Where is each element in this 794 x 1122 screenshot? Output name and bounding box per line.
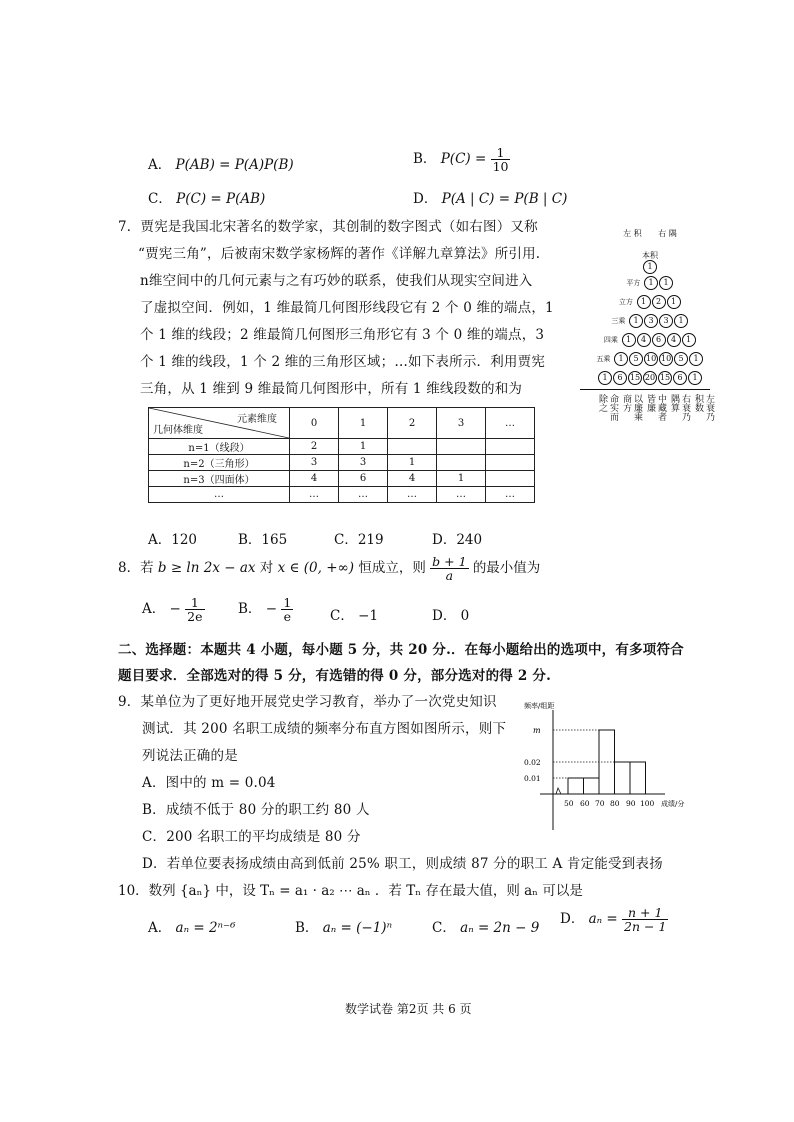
- triangle-row-3: [590, 314, 710, 328]
- option-fraction: [622, 906, 668, 933]
- triangle-label: 立方: [618, 298, 633, 306]
- xtick-label: 70: [595, 799, 605, 808]
- triangle-label: 五乘: [596, 355, 611, 363]
- table-cell: 3: [290, 455, 339, 471]
- triangle-row-1: [590, 276, 710, 290]
- q8-prefix: 8．若: [118, 560, 154, 577]
- q7-line-6: 个 1 维的线段，1 个 2 维的三角形区域；…如下表所示．利用贾宪: [140, 354, 546, 370]
- triangle-cell: 1: [667, 295, 681, 309]
- table-header-cell: 2: [388, 408, 437, 439]
- triangle-cell: 1: [659, 276, 673, 290]
- triangle-cell: 1: [682, 333, 696, 347]
- frequency-histogram: [520, 696, 700, 836]
- table-header-row: [149, 408, 535, 439]
- triangle-cell: 15: [658, 371, 672, 385]
- q7-option-c: C．219: [334, 532, 384, 548]
- table-cell: 4: [290, 471, 339, 487]
- triangle-bottom-label: 左衰乃积数: [693, 394, 714, 421]
- option-label: D．: [432, 608, 457, 624]
- q6-option-c: [148, 187, 265, 207]
- option-label: B．: [238, 601, 262, 618]
- triangle-cell: 1: [674, 314, 688, 328]
- option-fraction: [281, 596, 293, 623]
- q7-line-3: n维空间中的几何元素与之有巧妙的联系，使我们从现实空间进入: [140, 273, 533, 289]
- histogram-bar-90-100: [630, 762, 646, 794]
- q9-option-d: D．若单位要表扬成绩由高到低前 25% 职工，则成绩 87 分的职工 A 肯定能受到表扬: [142, 856, 663, 872]
- q8-option-a: [142, 596, 205, 623]
- fraction-denominator: 2e: [187, 609, 203, 625]
- triangle-cell: 1: [598, 371, 612, 385]
- table-cell: [486, 439, 535, 455]
- triangle-bottom-label: 命实而除之: [597, 394, 618, 421]
- option-sign: −: [169, 601, 181, 618]
- triangle-cell: 6: [652, 333, 666, 347]
- table-cell: 1: [437, 471, 486, 487]
- q8-mid: 对: [259, 560, 274, 577]
- q6-option-d-expr: P(A | C) = P(B | C): [441, 191, 568, 207]
- histogram-bar-80-90: [615, 762, 631, 794]
- q6-option-b: [413, 146, 510, 173]
- histogram-bar-50-60: [568, 778, 584, 794]
- table-header-cell: 0: [290, 408, 339, 439]
- q7-option-a: A．120: [148, 532, 198, 548]
- triangle-bottom-label: 以廉乘商方: [621, 394, 642, 421]
- triangle-cell: 1: [688, 371, 702, 385]
- option-text: 0: [460, 608, 470, 624]
- triangle-cell: 1: [637, 295, 651, 309]
- table-cell: 4: [388, 471, 437, 487]
- q6-option-b-expr: P(C) =: [440, 151, 487, 168]
- q6-option-d: [413, 187, 567, 207]
- histogram-xlabel: 成绩/分: [661, 800, 685, 808]
- table-cell: 1: [388, 455, 437, 471]
- table-header-cell: 3: [437, 408, 486, 439]
- table-cell: 1: [339, 439, 388, 455]
- fraction-denominator: a: [445, 568, 454, 584]
- triangle-row-2: [590, 295, 710, 309]
- triangle-cell: 1: [643, 260, 657, 274]
- triangle-cell: 6: [613, 371, 627, 385]
- section-2-heading-line-1: 二、选择题：本题共 4 小题，每小题 5 分，共 20 分.．在每小题给出的选项中，有多项符合: [118, 642, 684, 658]
- option-expr: aₙ =: [588, 911, 618, 928]
- q6-option-b-fraction: [491, 146, 511, 173]
- histogram-bars: [568, 730, 646, 794]
- table-header-cell: 1: [339, 408, 388, 439]
- table-cell: [388, 439, 437, 455]
- triangle-cell: 1: [629, 314, 643, 328]
- triangle-label: 四乘: [603, 336, 618, 344]
- table-corner-top: 元素维度: [237, 414, 277, 425]
- triangle-cell: 3: [644, 314, 658, 328]
- q8-stem: [118, 555, 540, 582]
- table-cell: …: [437, 487, 486, 503]
- table-row: [149, 455, 535, 471]
- xtick-label: 50: [564, 799, 574, 808]
- triangle-label: 本积: [642, 251, 658, 260]
- q6-option-a: [148, 153, 294, 173]
- q7-line-2: “贾宪三角”，后被南宋数学家杨辉的著作《详解九章算法》所引用.: [138, 246, 541, 262]
- triangle-cell: 4: [637, 333, 651, 347]
- q8-suffix: 的最小值为: [472, 560, 541, 577]
- page-footer: 数学试卷 第2页 共 6 页: [345, 1002, 472, 1016]
- fraction-denominator: 10: [492, 159, 509, 175]
- triangle-baseline: [580, 389, 710, 390]
- table-row: [149, 487, 535, 503]
- jiaxian-triangle: [590, 228, 714, 428]
- option-label: C．: [330, 608, 354, 624]
- q7-option-b: B．165: [238, 532, 288, 548]
- table-row: [149, 471, 535, 487]
- q10-option-a: [148, 916, 236, 936]
- q6-option-a-label: A．: [148, 157, 172, 173]
- histogram-ylabel: 频率/组距: [524, 702, 555, 710]
- q10-stem: 10．数列 {aₙ} 中，设 Tₙ = a₁ · a₂ ⋯ aₙ ．若 Tₙ 存在最大值，则 aₙ 可以是: [118, 883, 583, 899]
- q10-option-d: [560, 906, 668, 933]
- q8-condition: b ≥ ln 2x − ax: [157, 560, 256, 577]
- table-cell: …: [290, 487, 339, 503]
- table-cell: 2: [290, 439, 339, 455]
- triangle-cell: 20: [643, 371, 657, 385]
- triangle-cell: 4: [667, 333, 681, 347]
- q6-option-c-label: C．: [148, 191, 172, 207]
- triangle-row-5: [590, 352, 710, 366]
- option-text: −1: [358, 608, 379, 624]
- triangle-cell: 1: [689, 352, 703, 366]
- table-header-cell: …: [486, 408, 535, 439]
- table-corner-cell: [149, 408, 290, 439]
- option-fraction: [185, 596, 204, 623]
- table-cell: [437, 439, 486, 455]
- triangle-cell: 2: [652, 295, 666, 309]
- table-row-label: …: [149, 487, 290, 503]
- triangle-cell: 6: [673, 371, 687, 385]
- q9-line-1: 9．某单位为了更好地开展党史学习教育，举办了一次党史知识: [118, 694, 497, 710]
- triangle-cell: 1: [614, 352, 628, 366]
- triangle-cell: 3: [659, 314, 673, 328]
- q8-domain: x ∈ (0, +∞): [277, 560, 355, 577]
- xtick-label: 60: [580, 799, 590, 808]
- option-sign: −: [265, 601, 278, 618]
- triangle-cell: 10: [659, 352, 673, 366]
- q8-fraction: [430, 555, 468, 582]
- fraction-denominator: e: [283, 609, 291, 625]
- q6-option-a-expr: P(AB) = P(A)P(B): [175, 157, 294, 173]
- option-label: C．: [432, 920, 456, 936]
- triangle-label: 三乘: [611, 317, 626, 325]
- table-row-label: n=2（三角形）: [149, 455, 290, 471]
- triangle-cell: 5: [629, 352, 643, 366]
- q8-mid2: 恒成立，则: [358, 560, 426, 577]
- triangle-cell: 1: [622, 333, 636, 347]
- q7-line-4: 了虚拟空间．例如，1 维最简几何图形线段它有 2 个 0 维的端点，1: [140, 300, 554, 316]
- triangle-row-4: [590, 333, 710, 347]
- table-cell: [437, 455, 486, 471]
- ytick-label: 0.02: [524, 758, 541, 767]
- ytick-label: m: [533, 726, 541, 735]
- fraction-numerator: n + 1: [622, 906, 668, 920]
- table-row-label: n=1（线段）: [149, 439, 290, 455]
- table-cell: 6: [339, 471, 388, 487]
- table-corner-bottom: 几何体维度: [153, 425, 203, 436]
- option-expr: aₙ = (−1)ⁿ: [322, 920, 393, 936]
- table-corner: [149, 408, 285, 438]
- xtick-label: 100: [640, 799, 655, 808]
- q7-line-5: 个 1 维的线段；2 维最简几何图形三角形它有 3 个 0 维的端点，3: [140, 327, 545, 343]
- q8-option-d: [432, 604, 469, 624]
- q9-option-b: B．成绩不低于 80 分的职工约 80 人: [142, 802, 370, 818]
- table-row: [149, 439, 535, 455]
- fraction-denominator: 2n − 1: [624, 919, 667, 935]
- table-row-label: n=3（四面体）: [149, 471, 290, 487]
- q6-option-b-label: B．: [413, 151, 437, 168]
- triangle-row-0: [590, 260, 710, 274]
- triangle-label: 平方: [626, 279, 641, 287]
- table-cell: [486, 455, 535, 471]
- option-expr: aₙ = 2n − 9: [460, 920, 540, 936]
- q9-line-3: 列说法正确的是: [142, 748, 238, 764]
- dimension-table: [148, 407, 535, 503]
- triangle-cell: 5: [674, 352, 688, 366]
- q8-option-b: [238, 596, 293, 623]
- triangle-cell: 10: [644, 352, 658, 366]
- ytick-label: 0.01: [524, 774, 541, 783]
- q9-option-c: C．200 名职工的平均成绩是 80 分: [142, 829, 361, 845]
- option-label: A．: [142, 601, 166, 618]
- axis-break-mark: [556, 788, 561, 794]
- q10-option-b: [295, 916, 392, 936]
- q6-option-d-label: D．: [413, 191, 438, 207]
- table-cell: …: [388, 487, 437, 503]
- xtick-label: 90: [626, 799, 636, 808]
- q8-option-c: [330, 604, 378, 624]
- table-cell: …: [339, 487, 388, 503]
- fraction-numerator: b + 1: [432, 554, 467, 569]
- q9-option-a: A．图中的 m = 0.04: [142, 775, 276, 791]
- fraction-numerator: 1: [283, 595, 292, 610]
- histogram-bar-60-70: [584, 778, 600, 794]
- section-2-heading-line-2: 题目要求．全部选对的得 5 分，有选错的得 0 分，部分选对的得 2 分.: [118, 668, 551, 684]
- option-label: A．: [148, 920, 172, 936]
- triangle-bottom-label: 中藏者皆廉: [645, 394, 666, 421]
- q7-option-d: D．240: [432, 532, 483, 548]
- option-label: B．: [295, 920, 319, 936]
- q10-option-c: [432, 916, 539, 936]
- triangle-row-6: [582, 371, 718, 385]
- q9-line-2: 测试．其 200 名职工成绩的频率分布直方图如图所示，则下: [142, 721, 507, 737]
- option-expr: aₙ = 2ⁿ⁻⁶: [175, 920, 236, 936]
- table-cell: [486, 471, 535, 487]
- triangle-top-labels: [590, 228, 710, 239]
- triangle-bottom-label: 右衰乃隅算: [669, 394, 690, 421]
- q6-option-c-expr: P(C) = P(AB): [176, 191, 266, 207]
- xtick-label: 80: [610, 799, 620, 808]
- table-cell: …: [486, 487, 535, 503]
- q7-line-1: 7．贾宪是我国北宋著名的数学家，其创制的数字图式（如右图）又称: [118, 219, 538, 235]
- table-cell: 3: [339, 455, 388, 471]
- fraction-numerator: 1: [491, 146, 511, 160]
- fraction-numerator: 1: [185, 596, 204, 610]
- triangle-cell: 1: [644, 276, 658, 290]
- triangle-top-left: 左 积: [623, 229, 642, 238]
- q7-line-7: 三角，从 1 维到 9 维最简几何图形中，所有 1 维线段数的和为: [140, 381, 523, 397]
- triangle-cell: 15: [628, 371, 642, 385]
- option-label: D．: [560, 911, 585, 928]
- triangle-top-right: 右 隅: [658, 229, 677, 238]
